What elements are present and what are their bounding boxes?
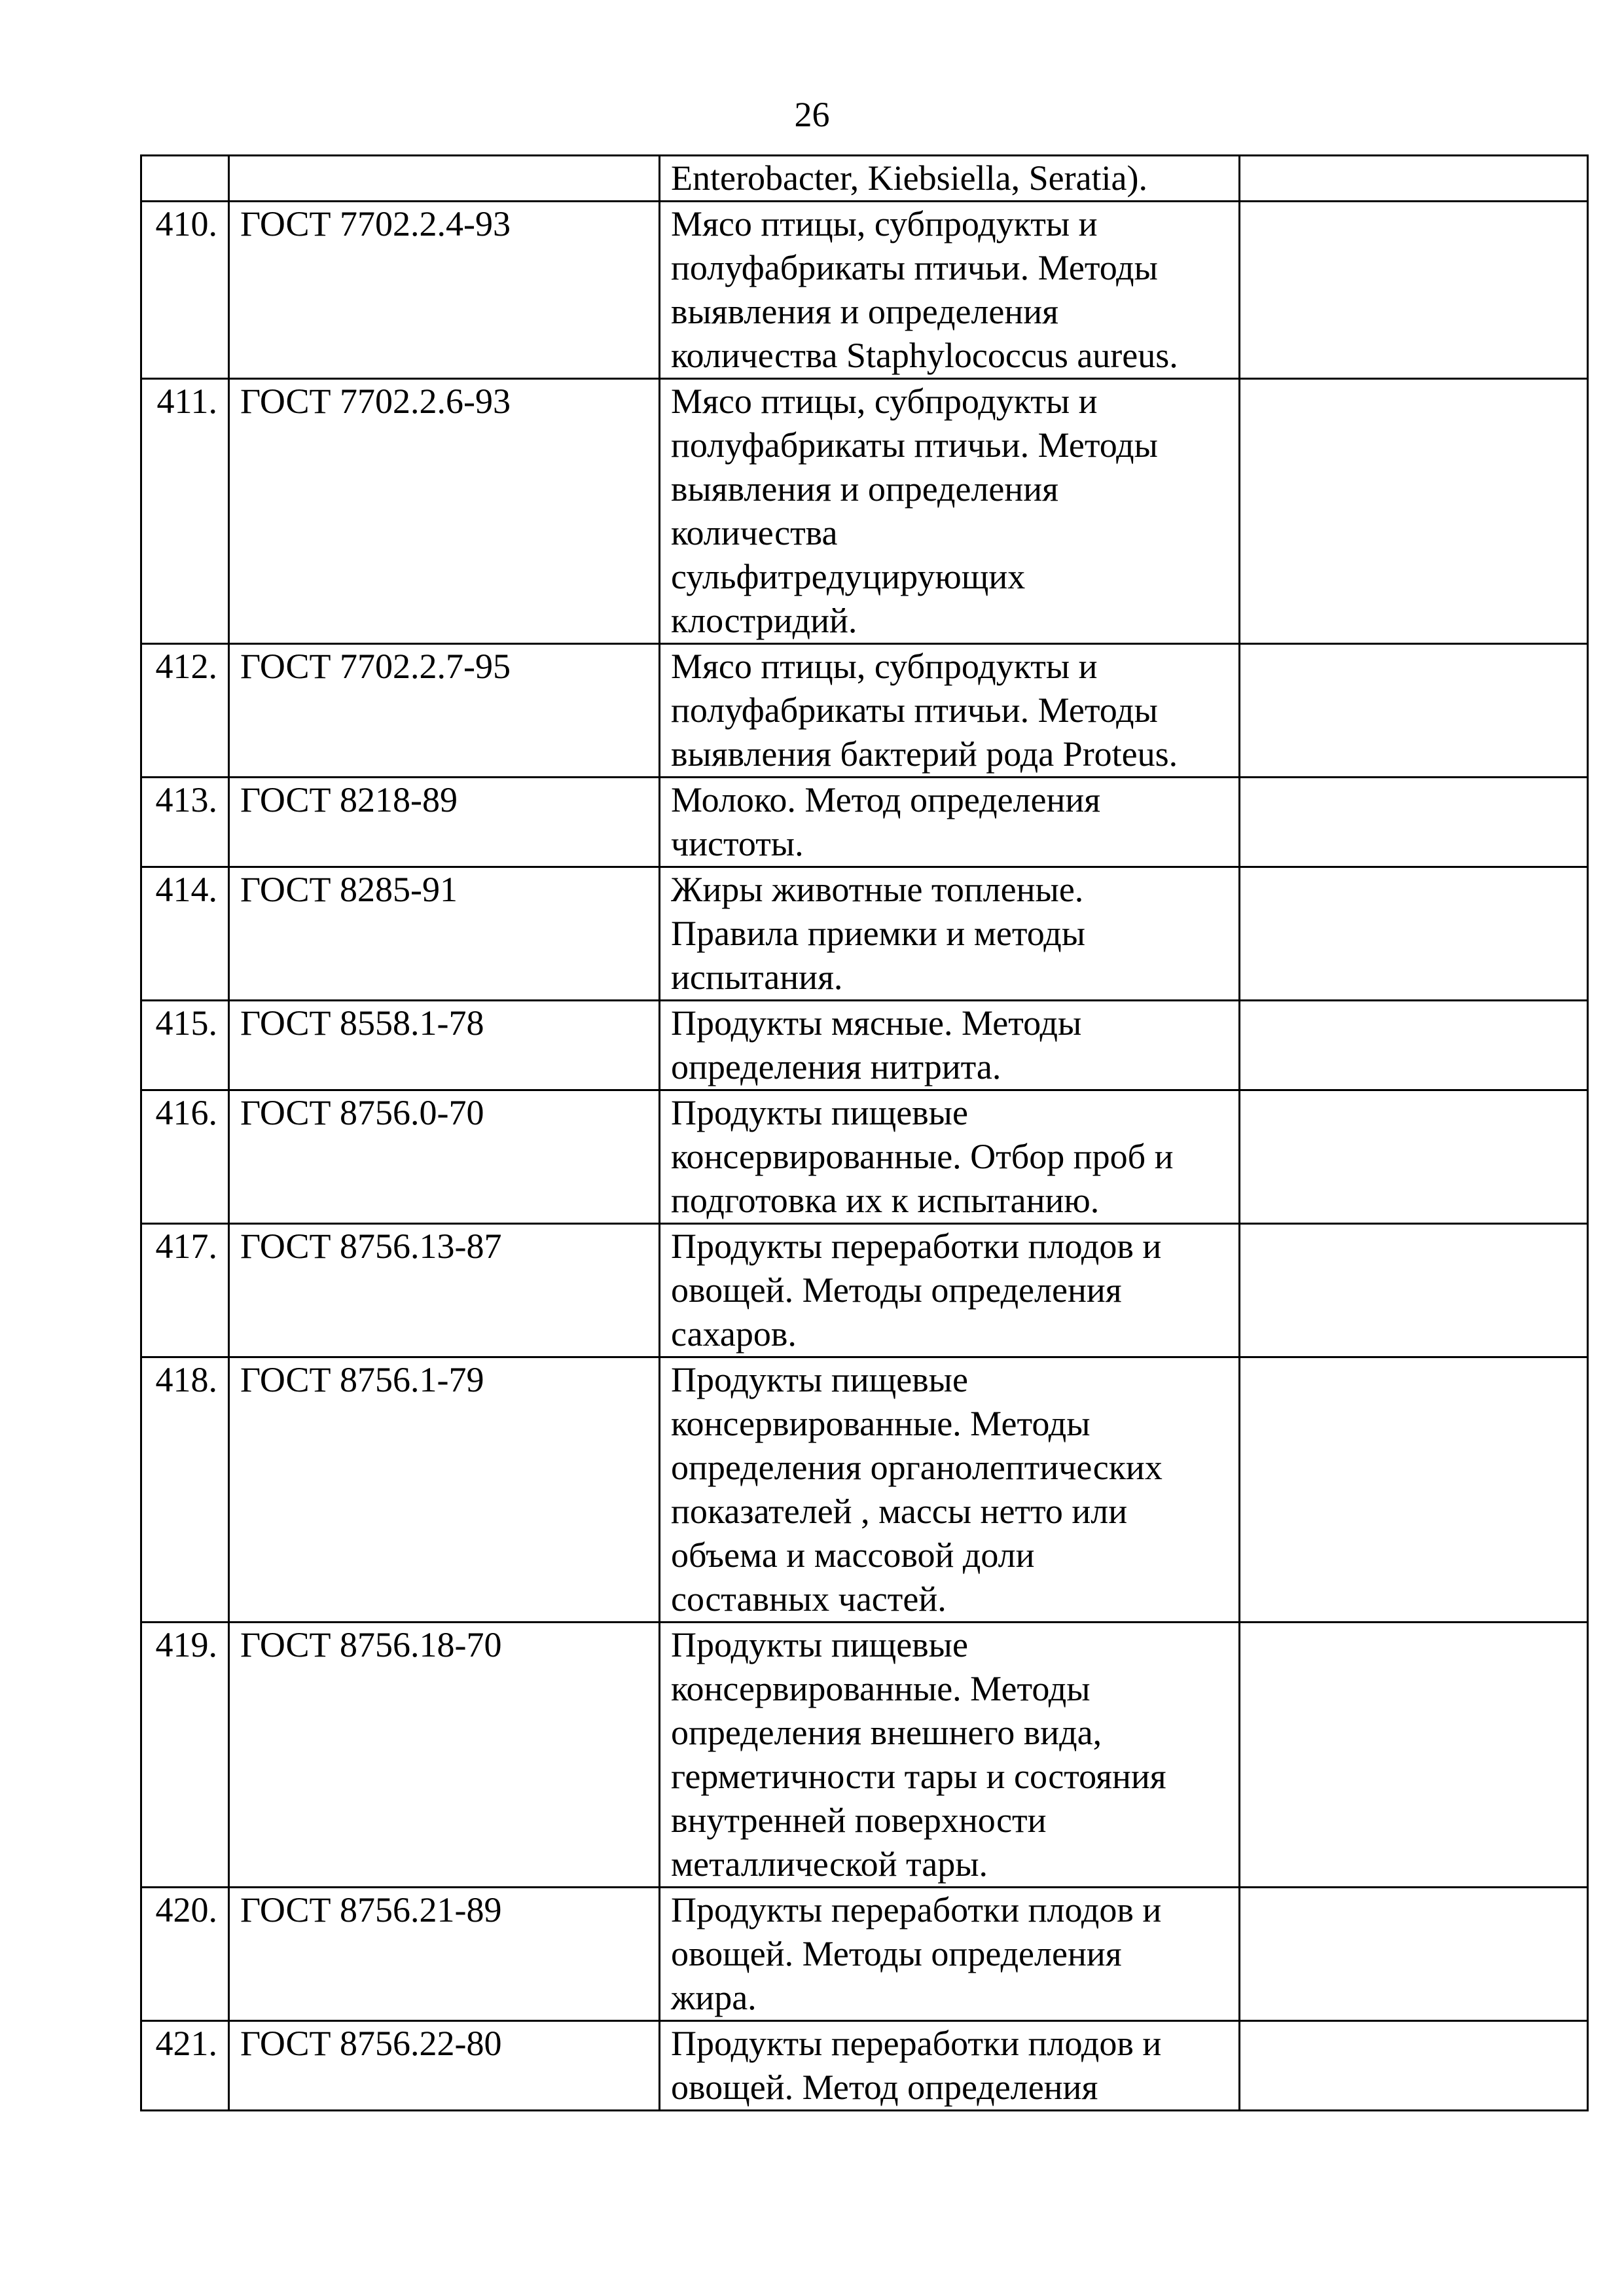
standard-title-line: овощей. Методы определения	[671, 1270, 1122, 1310]
standard-title-line: Мясо птицы, субпродукты и	[671, 647, 1098, 686]
standard-code: ГОСТ 7702.2.6-93	[229, 379, 660, 644]
standard-title	[660, 1623, 1240, 1888]
standard-title-line: Продукты пищевые	[671, 1360, 968, 1399]
table-row	[141, 1357, 1588, 1623]
notes-cell	[1240, 156, 1588, 202]
table-row	[141, 644, 1588, 778]
standard-title-line: Enterobacter, Kiebsiella, Seratia).	[671, 158, 1147, 198]
standard-title	[660, 379, 1240, 644]
row-number: 410.	[141, 202, 229, 379]
standard-title	[660, 1357, 1240, 1623]
standard-code	[229, 156, 660, 202]
table-row	[141, 202, 1588, 379]
row-number: 417.	[141, 1224, 229, 1357]
table-row	[141, 1888, 1588, 2021]
standard-code: ГОСТ 8756.21-89	[229, 1888, 660, 2021]
row-number	[141, 156, 229, 202]
standard-title	[660, 1090, 1240, 1224]
table-row	[141, 2021, 1588, 2111]
standard-title-line: полуфабрикаты птичьи. Методы	[671, 248, 1158, 287]
notes-cell	[1240, 1224, 1588, 1357]
table-row	[141, 1623, 1588, 1888]
notes-cell	[1240, 1357, 1588, 1623]
standard-title	[660, 1224, 1240, 1357]
notes-cell	[1240, 778, 1588, 867]
standard-title-line: герметичности тары и состояния	[671, 1757, 1166, 1796]
standard-title-line: консервированные. Методы	[671, 1404, 1091, 1443]
row-number: 420.	[141, 1888, 229, 2021]
standard-title-line: определения внешнего вида,	[671, 1713, 1102, 1752]
standards-table	[140, 154, 1589, 2111]
row-number: 411.	[141, 379, 229, 644]
notes-cell	[1240, 867, 1588, 1001]
standards-table-body	[141, 156, 1588, 2111]
row-number: 421.	[141, 2021, 229, 2111]
standard-title-line: жира.	[671, 1978, 757, 2017]
standard-code: ГОСТ 8756.1-79	[229, 1357, 660, 1623]
standard-title-line: внутренней поверхности	[671, 1801, 1047, 1840]
notes-cell	[1240, 202, 1588, 379]
notes-cell	[1240, 1090, 1588, 1224]
table-row	[141, 1001, 1588, 1090]
table-row	[141, 379, 1588, 644]
standard-title-line: полуфабрикаты птичьи. Методы	[671, 691, 1158, 730]
notes-cell	[1240, 1888, 1588, 2021]
standard-title-line: определения органолептических	[671, 1448, 1163, 1487]
standard-title-line: Продукты переработки плодов и	[671, 1227, 1162, 1266]
standard-code: ГОСТ 8285-91	[229, 867, 660, 1001]
standard-title-line: количества Staphylococcus aureus.	[671, 336, 1178, 375]
standard-title-line: выявления бактерий рода Proteus.	[671, 734, 1178, 774]
standard-code: ГОСТ 8756.18-70	[229, 1623, 660, 1888]
standard-title-line: чистоты.	[671, 824, 804, 863]
standard-title	[660, 156, 1240, 202]
standard-code: ГОСТ 8756.0-70	[229, 1090, 660, 1224]
standard-title-line: выявления и определения	[671, 469, 1058, 509]
standard-title-line: Продукты переработки плодов и	[671, 2024, 1162, 2063]
standard-title	[660, 778, 1240, 867]
standard-code: ГОСТ 7702.2.4-93	[229, 202, 660, 379]
standard-title-line: Продукты мясные. Методы	[671, 1003, 1082, 1043]
standard-title-line: объема и массовой доли	[671, 1535, 1035, 1575]
standard-title-line: Правила приемки и методы	[671, 914, 1085, 953]
row-number: 415.	[141, 1001, 229, 1090]
standard-title-line: сахаров.	[671, 1314, 797, 1354]
standard-title-line: Продукты пищевые	[671, 1625, 968, 1664]
table-row	[141, 1224, 1588, 1357]
row-number: 412.	[141, 644, 229, 778]
row-number: 416.	[141, 1090, 229, 1224]
standard-title-line: Продукты переработки плодов и	[671, 1890, 1162, 1929]
notes-cell	[1240, 1623, 1588, 1888]
standard-title-line: Молоко. Метод определения	[671, 780, 1101, 819]
standard-title-line: консервированные. Методы	[671, 1669, 1091, 1708]
standard-title	[660, 1001, 1240, 1090]
page-number: 26	[794, 95, 830, 134]
standard-title-line: металлической тары.	[671, 1844, 988, 1884]
row-number: 418.	[141, 1357, 229, 1623]
standard-title-line: показателей , массы нетто или	[671, 1492, 1128, 1531]
standard-title-line: сульфитредуцирующих	[671, 557, 1026, 596]
standard-title-line: количества	[671, 513, 838, 552]
standard-title	[660, 644, 1240, 778]
standard-title-line: определения нитрита.	[671, 1047, 1001, 1086]
standard-title-line: овощей. Метод определения	[671, 2068, 1098, 2107]
notes-cell	[1240, 2021, 1588, 2111]
standard-code: ГОСТ 8558.1-78	[229, 1001, 660, 1090]
row-number: 414.	[141, 867, 229, 1001]
table-row	[141, 156, 1588, 202]
standard-title-line: консервированные. Отбор проб и	[671, 1137, 1174, 1176]
standard-title-line: составных частей.	[671, 1579, 947, 1619]
standard-code: ГОСТ 8756.13-87	[229, 1224, 660, 1357]
standard-title	[660, 202, 1240, 379]
row-number: 413.	[141, 778, 229, 867]
table-row	[141, 1090, 1588, 1224]
notes-cell	[1240, 1001, 1588, 1090]
standard-title-line: выявления и определения	[671, 292, 1058, 331]
standard-title-line: полуфабрикаты птичьи. Методы	[671, 425, 1158, 465]
standard-title-line: Жиры животные топленые.	[671, 870, 1084, 909]
standard-code: ГОСТ 8218-89	[229, 778, 660, 867]
standard-title	[660, 2021, 1240, 2111]
standard-title-line: испытания.	[671, 958, 843, 997]
notes-cell	[1240, 379, 1588, 644]
row-number: 419.	[141, 1623, 229, 1888]
standard-title-line: подготовка их к испытанию.	[671, 1181, 1100, 1220]
table-row	[141, 778, 1588, 867]
notes-cell	[1240, 644, 1588, 778]
standard-title-line: овощей. Методы определения	[671, 1934, 1122, 1973]
standard-title-line: Мясо птицы, субпродукты и	[671, 382, 1098, 421]
standard-code: ГОСТ 8756.22-80	[229, 2021, 660, 2111]
standard-title-line: клостридий.	[671, 601, 857, 640]
standard-title	[660, 1888, 1240, 2021]
table-row	[141, 867, 1588, 1001]
standard-title-line: Продукты пищевые	[671, 1093, 968, 1132]
standard-title	[660, 867, 1240, 1001]
standard-code: ГОСТ 7702.2.7-95	[229, 644, 660, 778]
standard-title-line: Мясо птицы, субпродукты и	[671, 204, 1098, 243]
